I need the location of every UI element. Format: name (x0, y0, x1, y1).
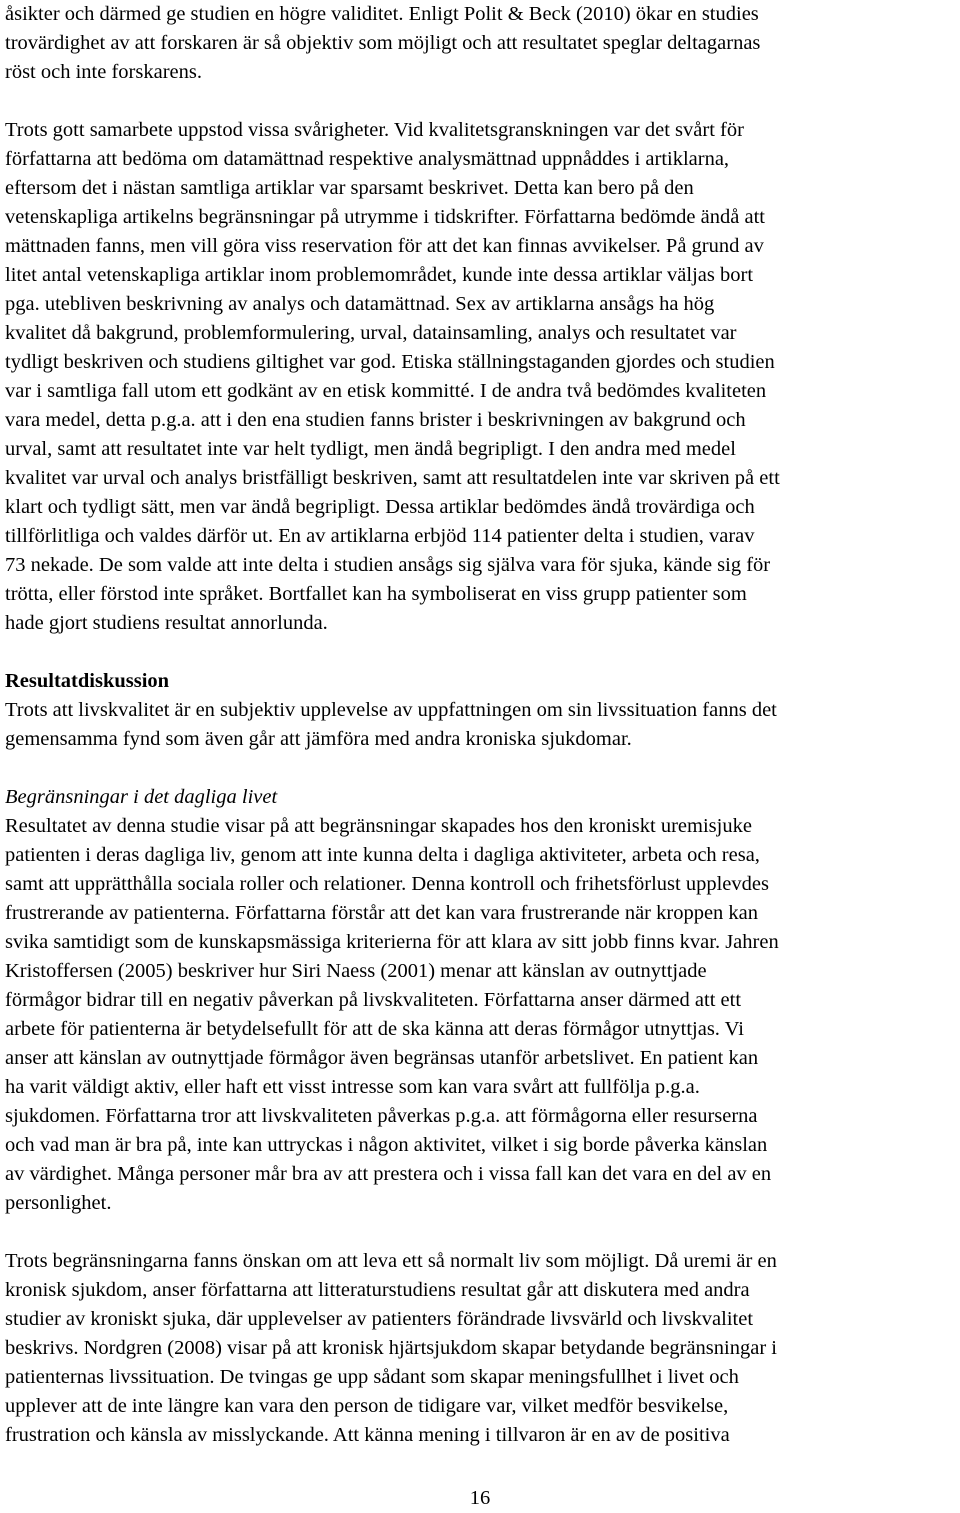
text-line: författarna att bedöma om datamättnad respektive analysmättnad uppnåddes i artiklarna, (5, 148, 730, 170)
text-line: vara medel, detta p.g.a. att i den ena studien fanns brister i beskrivningen av bakgrund och (5, 409, 746, 431)
text-line: förmågor bidrar till en negativ påverkan på livskvaliteten. Författarna anser därmed att ett (5, 989, 742, 1011)
text-line: sjukdomen. Författarna tror att livskvaliteten påverkas p.g.a. att förmågorna eller resurserna (5, 1105, 758, 1127)
subsection-heading: Begränsningar i det dagliga livet (5, 786, 278, 808)
text-line: svika samtidigt som de kunskapsmässiga kriterierna för att klara av sitt jobb finns kvar. Jahren (5, 931, 779, 953)
text-line: var i samtliga fall utom ett godkänt av en etisk kommitté. I de andra två bedömdes kvaliteten (5, 380, 767, 402)
paragraph-limitations (5, 812, 957, 1218)
paragraph-results-intro (5, 696, 957, 754)
text-line: Kristoffersen (2005) beskriver hur Siri Naess (2001) menar att känslan av outnyttjade (5, 960, 707, 982)
paragraph-gap (5, 638, 957, 667)
text-line: frustrerande av patienterna. Författarna förstår att det kan vara frustrerande när kroppen kan (5, 902, 759, 924)
text-line: ha varit väldigt aktiv, eller haft ett visst intresse som kan vara svårt att fullfölja p.g.a. (5, 1076, 700, 1098)
text-line: upplever att de inte längre kan vara den person de tidigare var, vilket medför besvikelse, (5, 1395, 729, 1417)
document-page (5, 0, 957, 1450)
text-line: eftersom det i nästan samtliga artiklar var sparsamt beskrivet. Detta kan bero på den (5, 177, 694, 199)
text-line: mättnaden fanns, men vill göra viss reservation för att det kan finnas avvikelser. På grund av (5, 235, 764, 257)
text-line: beskrivs. Nordgren (2008) visar på att kronisk hjärtsjukdom skapar betydande begränsningar i (5, 1337, 777, 1359)
text-line: och vad man är bra på, inte kan uttryckas i någon aktivitet, vilket i sig borde påverka känslan (5, 1134, 768, 1156)
page-number: 16 (469, 1487, 491, 1509)
text-line: röst och inte forskarens. (5, 61, 202, 83)
paragraph-gap (5, 754, 957, 783)
text-line: samt att upprätthålla sociala roller och relationer. Denna kontroll och frihetsförlust upplevdes (5, 873, 769, 895)
text-line: Trots gott samarbete uppstod vissa svårigheter. Vid kvalitetsgranskningen var det svårt för (5, 119, 744, 141)
text-line: urval, samt att resultatet inte var helt tydligt, men ändå begripligt. I den andra med medel (5, 438, 736, 460)
text-line: Trots begränsningarna fanns önskan om att leva ett så normalt liv som möjligt. Då uremi är en (5, 1250, 777, 1272)
text-line: trovärdighet av att forskaren är så objektiv som möjligt och att resultatet speglar deltagarnas (5, 32, 761, 54)
paragraph-gap (5, 1218, 957, 1247)
text-line: pga. utebliven beskrivning av analys och datamättnad. Sex av artiklarna ansågs ha hög (5, 293, 715, 315)
text-line: Trots att livskvalitet är en subjektiv upplevelse av uppfattningen om sin livssituation fanns det (5, 699, 777, 721)
paragraph-quality-review (5, 116, 957, 638)
section-heading: Resultatdiskussion (5, 670, 170, 692)
text-line: av värdighet. Många personer mår bra av att prestera och i vissa fall kan det vara en del av en (5, 1163, 772, 1185)
text-line: trötta, eller förstod inte språket. Bortfallet kan ha symboliserat en viss grupp patienter som (5, 583, 747, 605)
text-line: 73 nekade. De som valde att inte delta i studien ansågs sig själva vara för sjuka, kände sig för (5, 554, 771, 576)
text-line: anser att känslan av outnyttjade förmågor även begränsas utanför arbetslivet. En patient kan (5, 1047, 759, 1069)
paragraph-normal-life (5, 1247, 957, 1450)
text-line: Resultatet av denna studie visar på att begränsningar skapades hos den kroniskt uremisjuke (5, 815, 752, 837)
text-line: arbete för patienterna är betydelsefullt för att de ska känna att deras förmågor utnyttjas. Vi (5, 1018, 744, 1040)
text-line: studier av kroniskt sjuka, där upplevelser av patienters förändrade livsvärld och livskvalitet (5, 1308, 754, 1330)
text-line: kronisk sjukdom, anser författarna att litteraturstudiens resultat går att diskutera med andra (5, 1279, 750, 1301)
text-line: tillförlitliga och valdes därför ut. En av artiklarna erbjöd 114 patienter delta i studien, varav (5, 525, 755, 547)
text-line: gemensamma fynd som även går att jämföra med andra kroniska sjukdomar. (5, 728, 632, 750)
text-line: vetenskapliga artikelns begränsningar på utrymme i tidskrifter. Författarna bedömde ändå att (5, 206, 765, 228)
text-line: hade gjort studiens resultat annorlunda. (5, 612, 328, 634)
text-line: tydligt beskriven och studiens giltighet var god. Etiska ställningstaganden gjordes och studien (5, 351, 775, 373)
text-line: klart och tydligt sätt, men var ändå begripligt. Dessa artiklar bedömdes ändå trovärdiga och (5, 496, 755, 518)
paragraph-gap (5, 87, 957, 116)
text-line: frustration och känsla av misslyckande. Att känna mening i tillvaron är en av de positiva (5, 1424, 730, 1446)
text-line: litet antal vetenskapliga artiklar inom problemområdet, kunde inte dessa artiklar väljas bort (5, 264, 754, 286)
text-line: patienten i deras dagliga liv, genom att inte kunna delta i dagliga aktiviteter, arbeta och resa, (5, 844, 760, 866)
text-line: personlighet. (5, 1192, 112, 1214)
paragraph-opening (5, 0, 957, 87)
text-line: kvalitet då bakgrund, problemformulering, urval, datainsamling, analys och resultatet var (5, 322, 737, 344)
text-line: patienternas livssituation. De tvingas ge upp sådant som skapar meningsfullhet i livet och (5, 1366, 739, 1388)
text-line: åsikter och därmed ge studien en högre validitet. Enligt Polit & Beck (2010) ökar en studies (5, 3, 759, 25)
text-line: kvalitet var urval och analys bristfälligt beskriven, samt att resultatdelen inte var skriven på ett (5, 467, 780, 489)
